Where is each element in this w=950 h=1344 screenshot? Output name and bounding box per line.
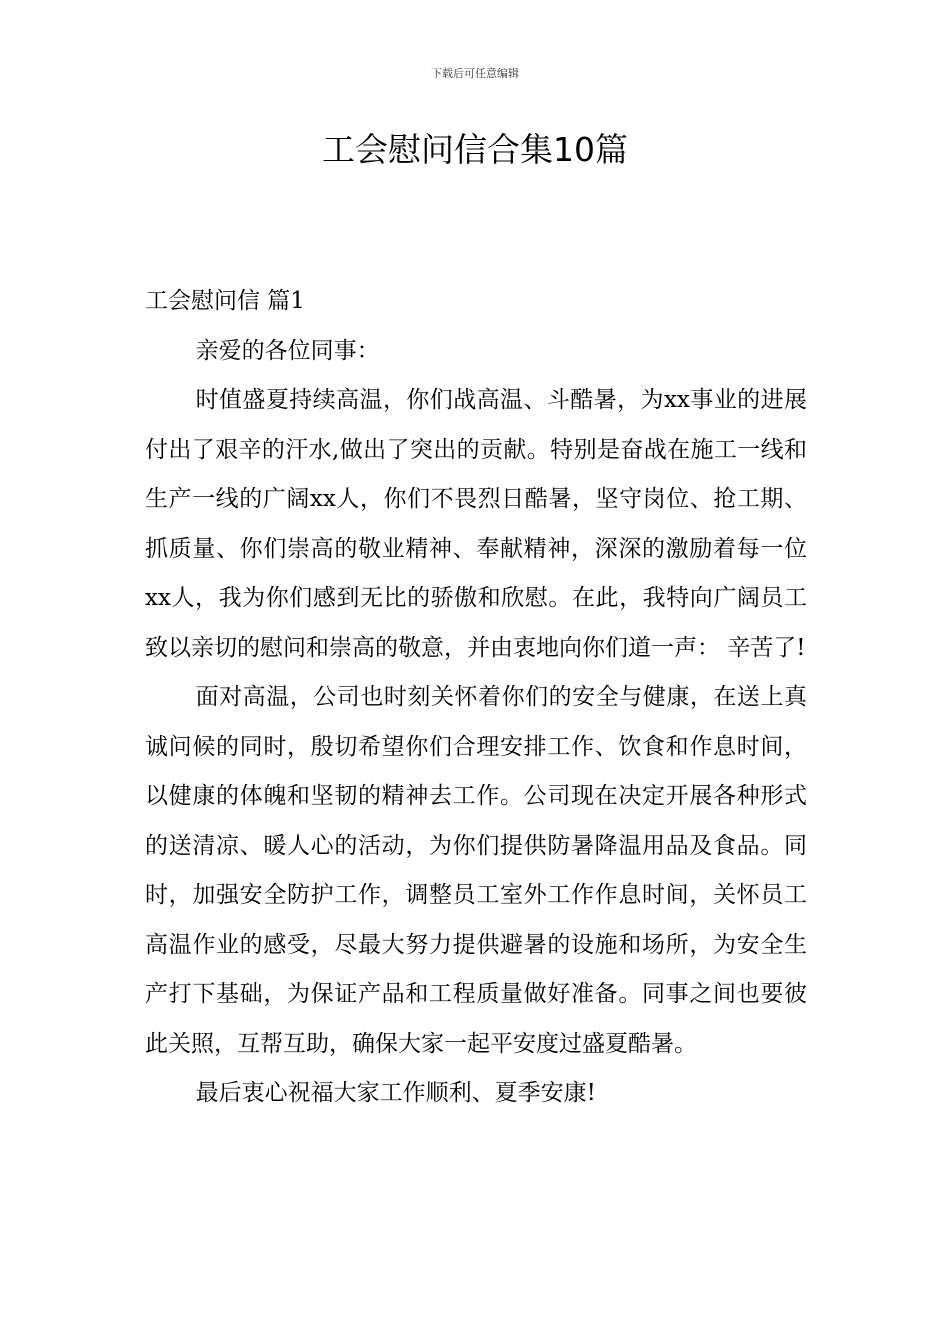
paragraph-2: 面对高温，公司也时刻关怀着你们的安全与健康，在送上真诚问候的同时，殷切希望你们合理安排工作、饮食和作息时间，以健康的体魄和坚韧的精神去工作。公司现在决定开展各种形式的送清凉、暖人心的活动，为你们提供防暑降温用品及食品。同时，加强安全防护工作，调整员工室外工作作息时间，关怀员工高温作业的感受，尽最大努力提供避暑的设施和场所，为安全生产打下基础，为保证产品和工程质量做好准备。同事之间也要彼此关照，互帮互助，确保大家一起平安度过盛夏酷暑。 [145,684,807,1057]
document-title: 工会慰问信合集10篇 [322,130,628,169]
document-body [145,277,807,1119]
paragraph-3: 最后衷心祝福大家工作顺利、夏季安康! [195,1080,596,1106]
paragraph-1: 时值盛夏持续高温，你们战高温、斗酷暑，为xx事业的进展付出了艰辛的汗水,做出了突出的贡献。特别是奋战在施工一线和生产一线的广阔xx人，你们不畏烈日酷暑，坚守岗位、抢工期、抓质量、你们崇高的敬业精神、奉献精神，深深的激励着每一位xx人，我为你们感到无比的骄傲和欣慰。在此，我特向广阔员工致以亲切的慰问和崇高的敬意，并由衷地向你们道一声： 辛苦了! [145,387,807,661]
salutation: 亲爱的各位同事： [195,337,380,364]
section-heading: 工会慰问信 篇1 [145,288,305,314]
header-note: 下载后可任意编辑 [431,67,519,80]
